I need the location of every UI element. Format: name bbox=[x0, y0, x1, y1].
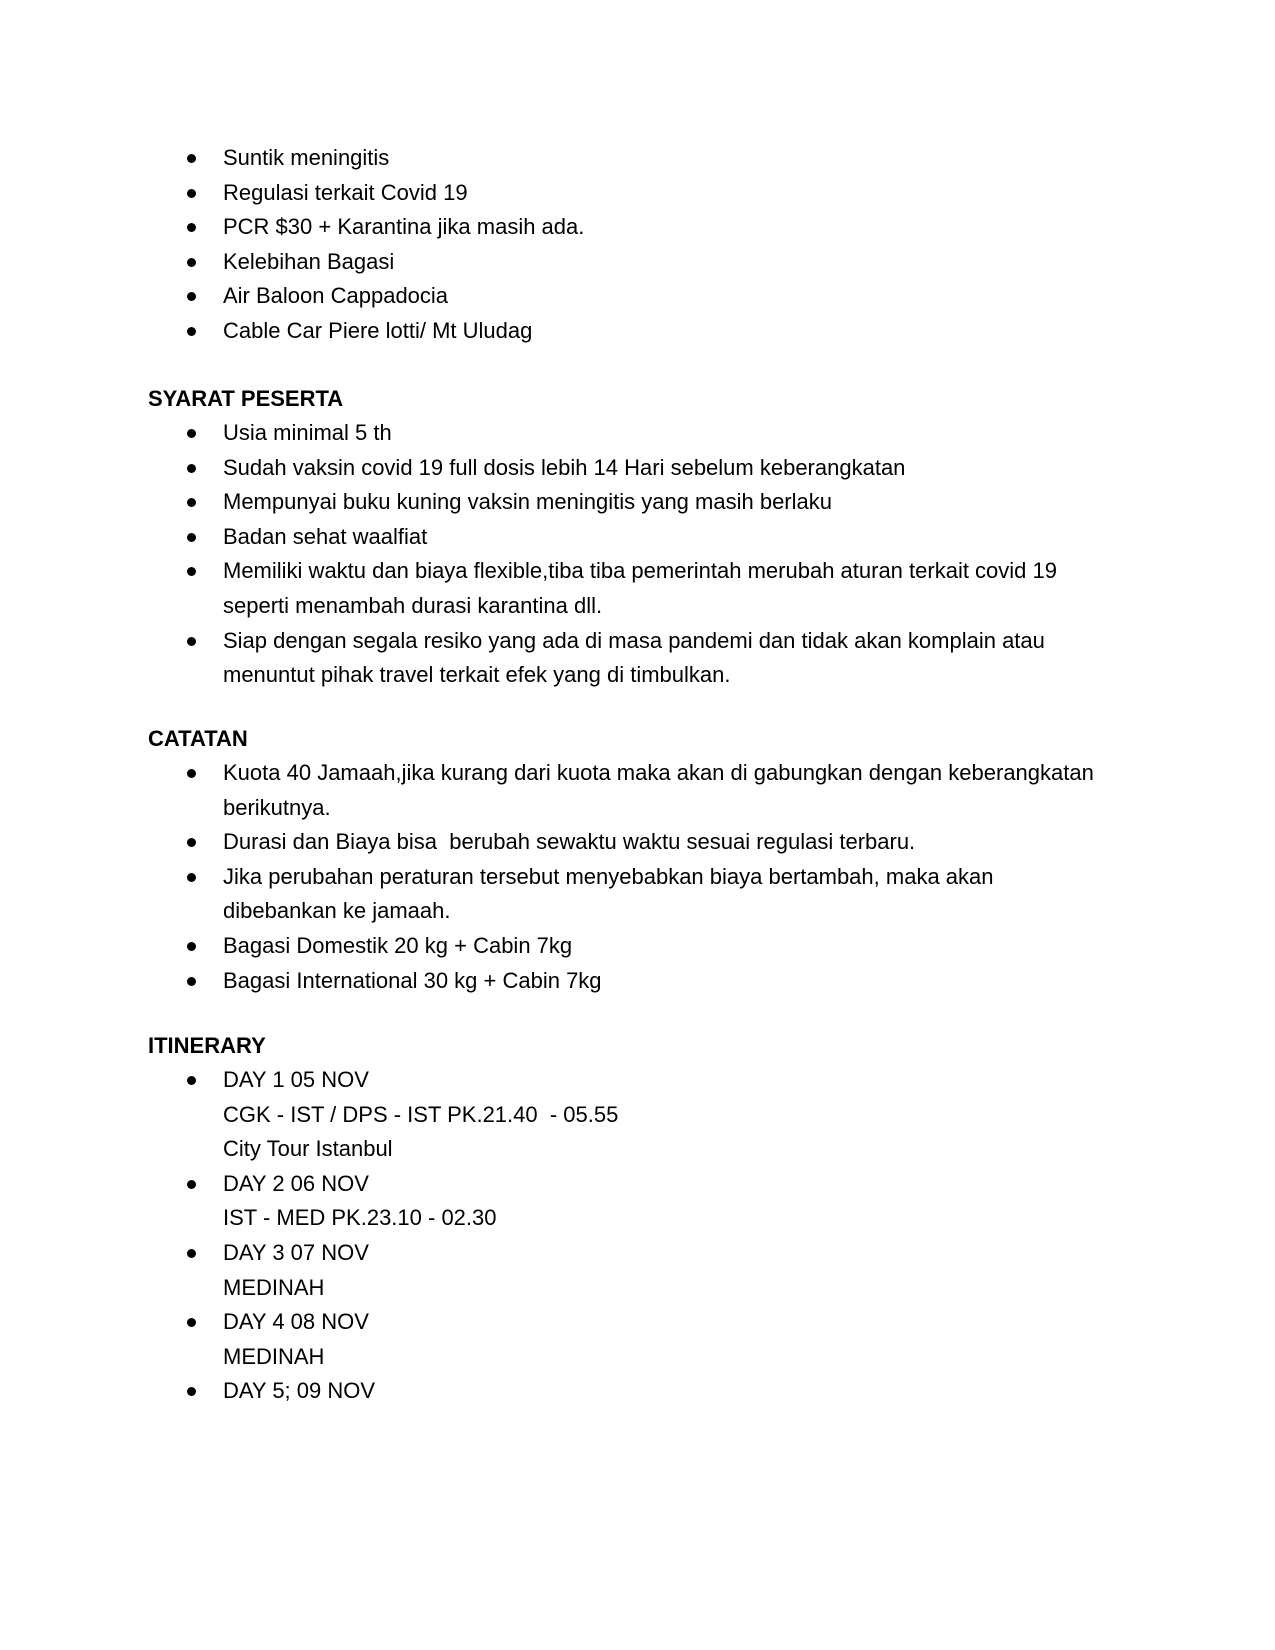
syarat-heading: SYARAT PESERTA bbox=[148, 386, 344, 411]
catatan-section bbox=[148, 722, 1148, 998]
list-item-text: Memiliki waktu dan biaya flexible,tiba tiba pemerintah merubah aturan terkait covid 19 bbox=[223, 558, 1057, 584]
catatan-list bbox=[148, 756, 1148, 998]
list-item bbox=[148, 314, 1148, 349]
top-list bbox=[148, 141, 1148, 349]
day-detail: MEDINAH bbox=[223, 1343, 325, 1369]
list-item bbox=[148, 210, 1148, 245]
list-item-text: Kuota 40 Jamaah,jika kurang dari kuota maka akan di gabungkan dengan keberangkatan bbox=[223, 760, 1094, 785]
day-title: DAY 2 06 NOV bbox=[223, 1170, 369, 1196]
day-detail: CGK - IST / DPS - IST PK.21.40 - 05.55 bbox=[223, 1101, 619, 1127]
list-item-text: Kelebihan Bagasi bbox=[223, 248, 395, 274]
list-item-text-continued: menuntut pihak travel terkait efek yang di timbulkan. bbox=[223, 662, 731, 688]
list-item bbox=[148, 176, 1148, 211]
list-item-text: Badan sehat waalfiat bbox=[223, 523, 428, 549]
day-detail: MEDINAH bbox=[223, 1274, 325, 1300]
bullet-icon bbox=[187, 942, 196, 951]
itinerary-heading: ITINERARY bbox=[148, 1033, 266, 1058]
list-item bbox=[148, 964, 1148, 999]
list-item bbox=[148, 860, 1148, 929]
list-item bbox=[148, 279, 1148, 314]
list-item-text: Suntik meningitis bbox=[223, 145, 390, 170]
list-item bbox=[148, 554, 1148, 623]
catatan-heading: CATATAN bbox=[148, 726, 248, 751]
list-item-text: Air Baloon Cappadocia bbox=[223, 283, 449, 309]
bullet-icon bbox=[187, 533, 196, 542]
list-item-text: Siap dengan segala resiko yang ada di masa pandemi dan tidak akan komplain atau bbox=[223, 627, 1045, 653]
list-item bbox=[148, 485, 1148, 520]
list-item bbox=[148, 929, 1148, 964]
list-item-text: Jika perubahan peraturan tersebut menyebabkan biaya bertambah, maka akan bbox=[223, 863, 994, 889]
list-item-text: Sudah vaksin covid 19 full dosis lebih 14 Hari sebelum keberangkatan bbox=[223, 454, 906, 480]
day-title: DAY 3 07 NOV bbox=[223, 1239, 369, 1265]
bullet-icon bbox=[187, 637, 196, 646]
bullet-icon bbox=[187, 1249, 196, 1258]
list-item-text: Cable Car Piere lotti/ Mt Uludag bbox=[223, 317, 533, 343]
bullet-icon bbox=[187, 498, 196, 507]
day-detail: City Tour Istanbul bbox=[223, 1136, 393, 1162]
itinerary-section bbox=[148, 1029, 1148, 1409]
bullet-icon bbox=[187, 154, 196, 163]
list-item bbox=[148, 624, 1148, 693]
bullet-icon bbox=[187, 1180, 196, 1189]
bullet-icon bbox=[187, 873, 196, 882]
list-item-text: Bagasi International 30 kg + Cabin 7kg bbox=[223, 967, 602, 993]
bullet-icon bbox=[187, 567, 196, 576]
itinerary-list bbox=[148, 1063, 1148, 1409]
itinerary-day bbox=[148, 1063, 1148, 1167]
list-item-text-continued: berikutnya. bbox=[223, 794, 331, 820]
bullet-icon bbox=[187, 1387, 196, 1396]
list-item-text-continued: seperti menambah durasi karantina dll. bbox=[223, 592, 603, 618]
day-title: DAY 5; 09 NOV bbox=[223, 1378, 376, 1404]
itinerary-day bbox=[148, 1167, 1148, 1236]
itinerary-day bbox=[148, 1374, 1148, 1409]
list-item-text: Durasi dan Biaya bisa berubah sewaktu waktu sesuai regulasi terbaru. bbox=[223, 829, 916, 855]
bullet-icon bbox=[187, 189, 196, 198]
itinerary-day bbox=[148, 1236, 1148, 1305]
bullet-icon bbox=[187, 327, 196, 336]
list-item-text: Regulasi terkait Covid 19 bbox=[223, 179, 468, 205]
bullet-icon bbox=[187, 838, 196, 847]
list-item-text: PCR $30 + Karantina jika masih ada. bbox=[223, 214, 585, 240]
bullet-icon bbox=[187, 429, 196, 438]
syarat-section bbox=[148, 382, 1148, 693]
bullet-icon bbox=[187, 1076, 196, 1085]
itinerary-day bbox=[148, 1305, 1148, 1374]
bullet-icon bbox=[187, 223, 196, 232]
bullet-icon bbox=[187, 292, 196, 301]
list-item bbox=[148, 825, 1148, 860]
list-item bbox=[148, 245, 1148, 280]
list-item-text-continued: dibebankan ke jamaah. bbox=[223, 898, 451, 924]
list-item bbox=[148, 141, 1148, 176]
list-item-text: Bagasi Domestik 20 kg + Cabin 7kg bbox=[223, 932, 573, 958]
syarat-list bbox=[148, 416, 1148, 693]
day-detail: IST - MED PK.23.10 - 02.30 bbox=[223, 1205, 497, 1231]
bullet-icon bbox=[187, 769, 196, 778]
bullet-icon bbox=[187, 464, 196, 473]
list-item bbox=[148, 451, 1148, 486]
list-item bbox=[148, 416, 1148, 451]
bullet-icon bbox=[187, 1318, 196, 1327]
list-item bbox=[148, 756, 1148, 825]
day-title: DAY 4 08 NOV bbox=[223, 1309, 369, 1335]
bullet-icon bbox=[187, 258, 196, 267]
top-section bbox=[148, 141, 1148, 349]
day-title: DAY 1 05 NOV bbox=[223, 1067, 369, 1092]
list-item-text: Mempunyai buku kuning vaksin meningitis yang masih berlaku bbox=[223, 489, 832, 515]
bullet-icon bbox=[187, 977, 196, 986]
list-item bbox=[148, 520, 1148, 555]
list-item-text: Usia minimal 5 th bbox=[223, 420, 392, 445]
